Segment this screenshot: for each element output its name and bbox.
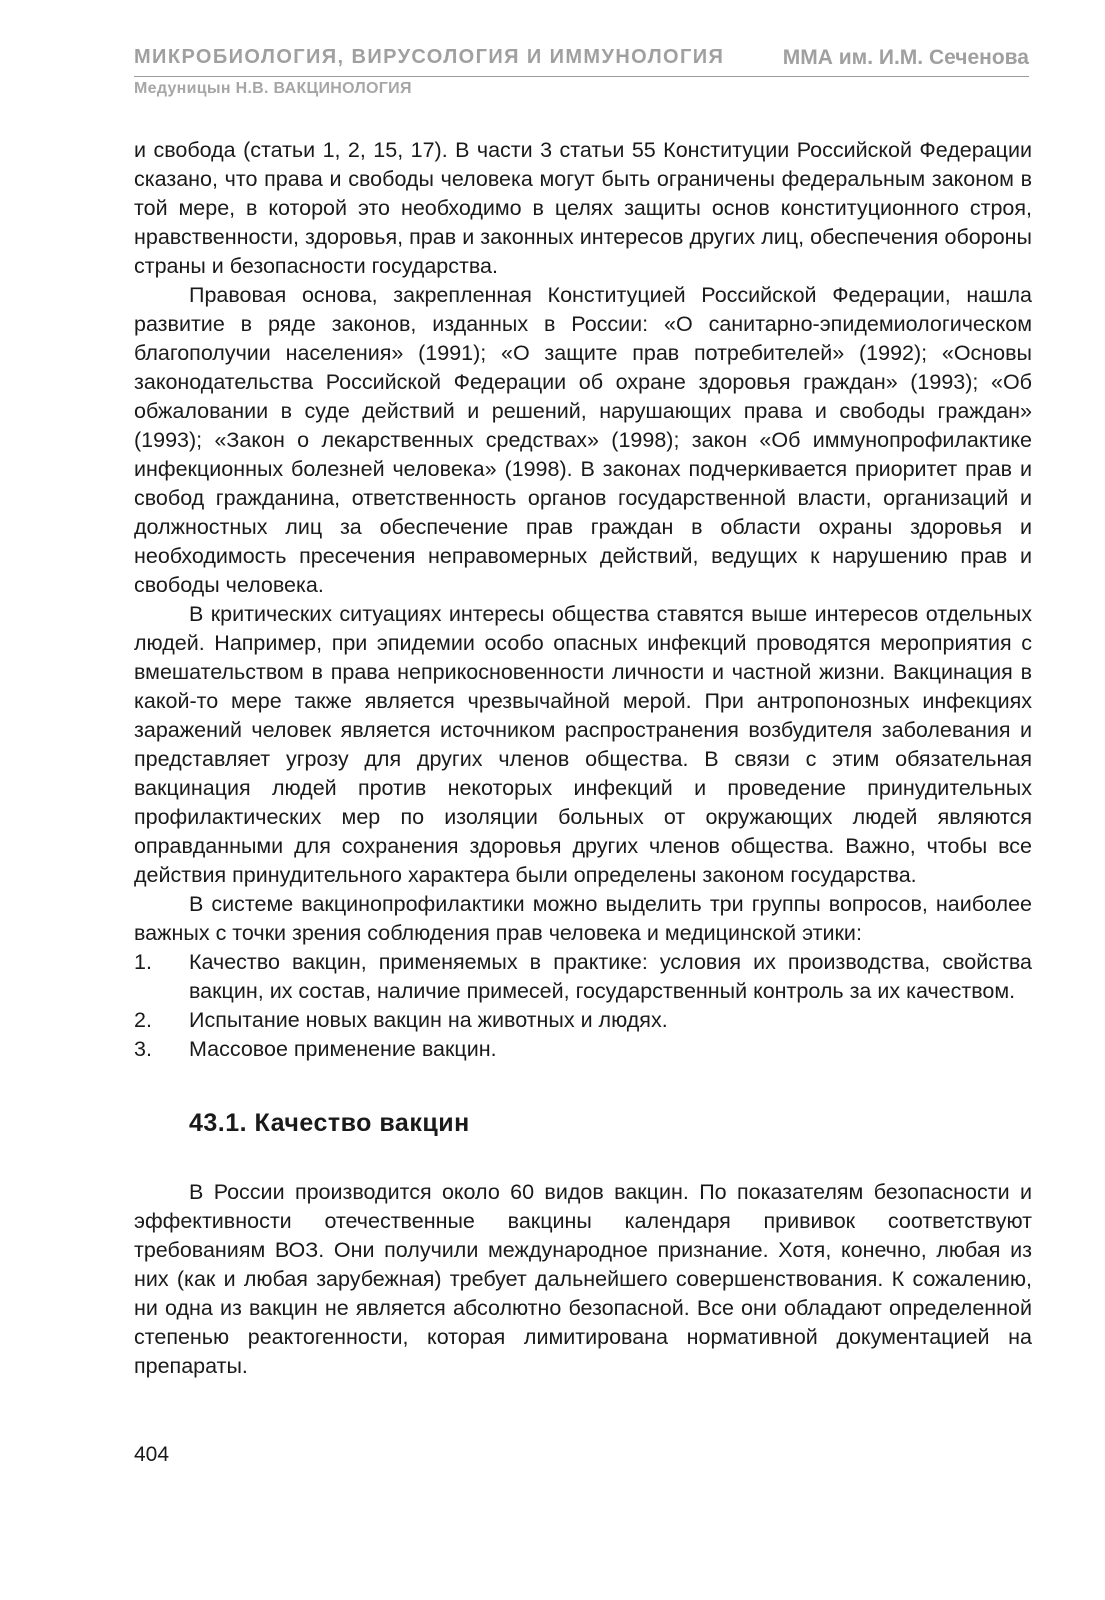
list-item-text: Качество вакцин, применяемых в практике: условия их производства, свойства вакцин, их состав, наличие примесей, государственный контроль за их качеством.: [189, 950, 1032, 1003]
list-item-number: 1.: [134, 950, 152, 974]
list-item-text: Испытание новых вакцин на животных и людях.: [189, 1008, 668, 1032]
main-text: [134, 136, 1032, 1381]
header-institution: ММА им. И.М. Сеченова: [782, 46, 1029, 69]
list-item: [134, 1035, 1032, 1064]
section-paragraph: В России производится около 60 видов вакцин. По показателям безопасности и эффективности отечественные вакцины календаря прививок соответствуют требованиям ВОЗ. Они получили международное признание. Хотя, конечно, любая из них (как и любая зарубежная) требует дальнейшего совершенствования. К сожалению, ни одна из вакцин не является абсолютно безопасной. Все они обладают определенной степенью реактогенности, которая лимитирована нормативной документацией на препараты.: [134, 1180, 1032, 1378]
paragraph-legal-basis: Правовая основа, закрепленная Конституцией Российской Федерации, нашла развитие в ряде законов, изданных в России: «О санитарно-эпидемиологическом благополучии населения» (1991); «О защите прав потребителей» (1992); «Основы законодательства Российской Федерации об охране здоровья граждан» (1993); «Об обжаловании в суде действий и решений, нарушающих права и свободы граждан» (1993); «Закон о лекарственных средствах» (1998); закон «Об иммунопрофилактике инфекционных болезней человека» (1998). В законах подчеркивается приоритет прав и свобод гражданина, ответственность органов государственной власти, организаций и должностных лиц за обеспечение прав граждан в области охраны здоровья и необходимость пресечения неправомерных действий, ведущих к нарушению прав и свободы человека.: [134, 283, 1032, 597]
header-course-title: МИКРОБИОЛОГИЯ, ВИРУСОЛОГИЯ И ИММУНОЛОГИЯ: [134, 46, 725, 68]
list-item-number: 2.: [134, 1008, 152, 1032]
question-groups-list: [134, 948, 1032, 1064]
page-number: 404: [134, 1443, 170, 1466]
paragraph-continued: и свобода (статьи 1, 2, 15, 17). В части 3 статьи 55 Конституции Российской Федерации сказано, что права и свободы человека могут быть ограничены федеральным законом в той мере, в которой это необходимо в целях защиты основ конституционного строя, нравственности, здоровья, прав и законных интересов других лиц, обеспечения обороны страны и безопасности государства.: [134, 138, 1032, 278]
paragraph-critical-situations: В критических ситуациях интересы общества ставятся выше интересов отдельных людей. Например, при эпидемии особо опасных инфекций проводятся мероприятия с вмешательством в права неприкосновенности личности и частной жизни. Вакцинация в какой-то мере также является чрезвычайной мерой. При антропонозных инфекциях заражений человек является источником распространения возбудителя заболевания и представляет угрозу для других членов общества. В связи с этим обязательная вакцинация людей против некоторых инфекций и проведение принудительных профилактических мер по изоляции больных от окружающих людей являются оправданными для сохранения здоровья других членов общества. Важно, чтобы все действия принудительного характера были определены законом государства.: [134, 602, 1032, 887]
header-book-title: Медуницын Н.В. ВАКЦИНОЛОГИЯ: [134, 80, 412, 97]
list-item-number: 3.: [134, 1037, 152, 1061]
paragraph-question-groups: В системе вакцинопрофилактики можно выделить три группы вопросов, наиболее важных с точки зрения соблюдения прав человека и медицинской этики:: [134, 892, 1032, 945]
section-heading: 43.1. Качество вакцин: [189, 1109, 470, 1137]
list-item: [134, 1006, 1032, 1035]
running-header: [134, 46, 1029, 77]
list-item: [134, 948, 1032, 1006]
list-item-text: Массовое применение вакцин.: [189, 1037, 497, 1061]
